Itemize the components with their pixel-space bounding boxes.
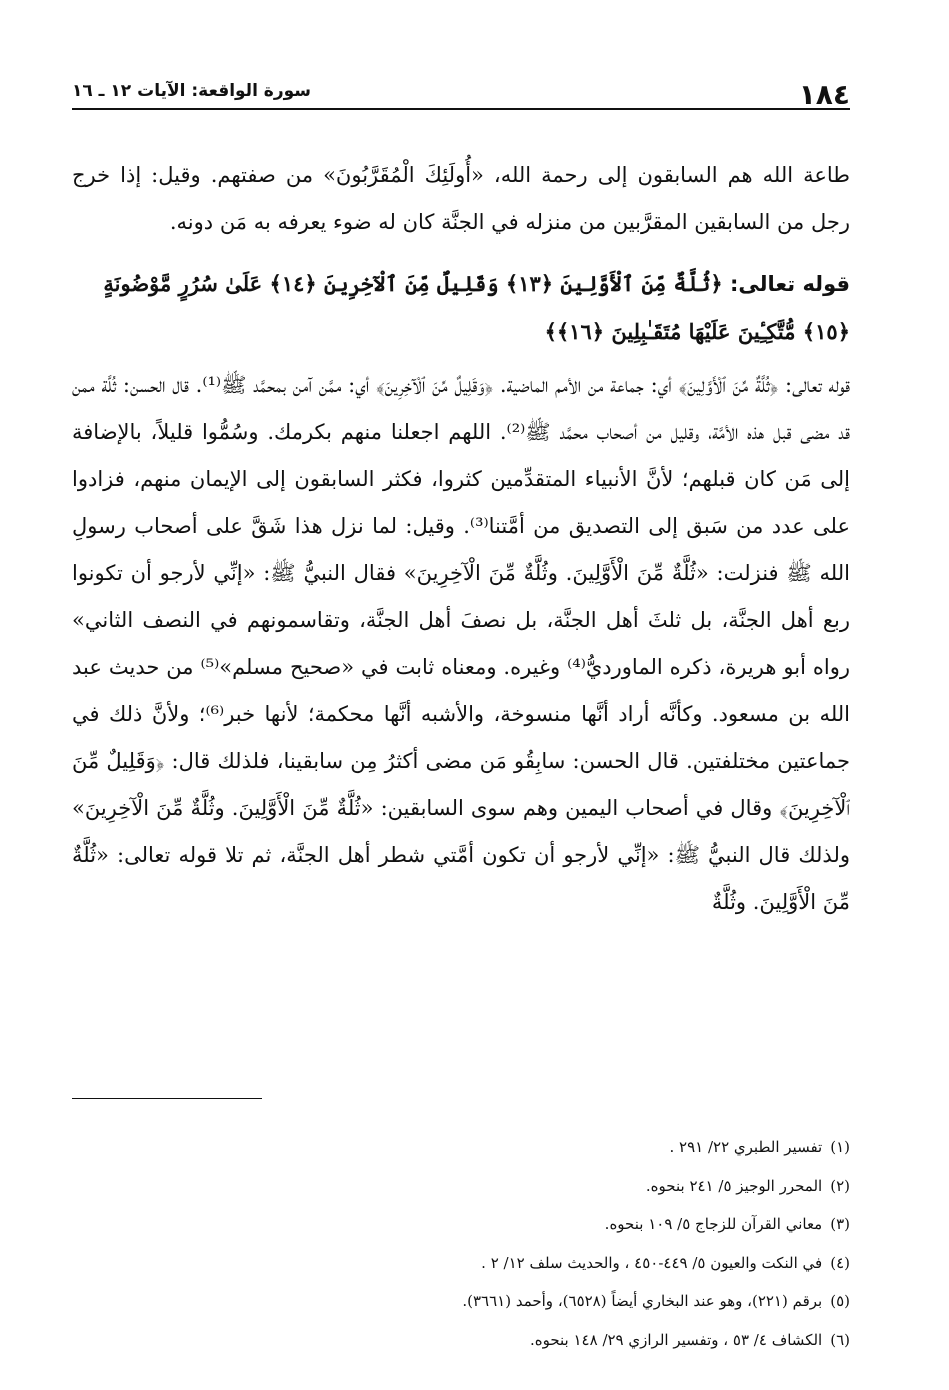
footnote-text: معاني القرآن للزجاج ٥/ ١٠٩ بنحوه. xyxy=(604,1215,823,1233)
footnote-number: (٥) xyxy=(830,1292,850,1310)
footnote-number: (٢) xyxy=(830,1176,850,1195)
footnote-1 xyxy=(72,1128,850,1167)
page-header xyxy=(72,68,850,110)
footnote-divider xyxy=(72,1098,262,1099)
footnote-text: برقم (٢٢١)، وهو عند البخاري أيضاً (٦٥٢٨)، وأحمد (٣٦٦١). xyxy=(462,1292,823,1310)
commentary-paragraph: قوله تعالى: ﴿ثُلَّةٌ مِّنَ ٱلْأَوَّلِينَ﴾ أي: جماعة من الأمم الماضية. ﴿وَقَلِيلٌ مِّنَ ٱلْآخِرِينَ﴾ أي: ممَّن آمن بمحمَّد ﷺ⁽¹⁾. قال الحسن: ثُلَّة ممن قد مضى قبل هذه الأمَّة، وقليل من أصحاب محمَّد ﷺ⁽²⁾. اللهم اجعلنا منهم بكرمك. وسُمُّوا قليلاً، بالإضافة إلى مَن كان قبلهم؛ لأنَّ الأنبياء المتقدِّمين كثروا، فكثر السابقون إلى الإيمان منهم، فزادوا على عدد من سَبق إلى التصديق من أمَّتنا⁽³⁾. وقيل: لما نزل هذا شَقَّ على أصحاب رسولِ الله ﷺ فنزلت: «ثُلَّةٌ مِّنَ الْأَوَّلِينَ. وثُلَّةٌ مِّنَ الْآخِرِينَ» فقال النبيُّ ﷺ: «إنِّي لأرجو أن تكونوا ربع أهل الجنَّة، بل ثلثَ أهل الجنَّة، بل نصفَ أهل الجنَّة، وتقاسمونهم في النصف الثاني» رواه أبو هريرة، ذكره الماورديُّ⁽⁴⁾ وغيره. ومعناه ثابت في «صحيح مسلم»⁽⁵⁾ من حديث عبد الله بن مسعود. وكأنَّه أراد أنَّها منسوخة، والأشبه أنَّها محكمة؛ لأنها خبر⁽⁶⁾؛ ولأنَّ ذلك في جماعتين مختلفتين. قال الحسن: سابِقُو مَن مضى أكثرُ مِن سابقينا، فلذلك قال: ﴿وَقَلِيلٌ مِّنَ ٱلْآخِرِينَ﴾ وقال في أصحاب اليمين وهم سوى السابقين: «ثُلَّةٌ مِّنَ الْأَوَّلِينَ. وثُلَّةٌ مِّنَ الْآخِرِينَ» ولذلك قال النبيُّ ﷺ: «إنِّي لأرجو أن تكون أمَّتي شطر أهل الجنَّة، ثم تلا قوله تعالى: «ثُلَّةٌ مِّنَ الْأَوَّلِينَ. وثُلَّةٌ xyxy=(72,373,851,914)
verse-block xyxy=(72,260,850,356)
footnote-text: في النكت والعيون ٥/ ٤٤٩-٤٥٠ ، والحديث سلف ١٢/ ٢ . xyxy=(481,1253,823,1272)
footnote-text: المحرر الوجيز ٥/ ٢٤١ بنحوه. xyxy=(645,1176,823,1195)
page-number: ١٨٤ xyxy=(798,78,850,111)
verse-text: ﴿ثُلَّةٌ مِّنَ ٱلْأَوَّلِينَ ﴿١٣﴾ وَقَلِيلٌ مِّنَ ٱلْآخِرِينَ ﴿١٤﴾ عَلَىٰ سُرُرٍ مَّوْضُونَةٍ ﴿١٥﴾ مُّتَّكِـِٔينَ عَلَيْهَا مُتَقَـٰبِلِينَ ﴿١٦﴾﴾ xyxy=(103,271,850,344)
intro-paragraph: طاعة الله هم السابقون إلى رحمة الله، «أُولَئِكَ الْمُقَرَّبُونَ» من صفتهم. وقيل: إذا خرج رجل من السابقين المقرَّبين من منزله في الجنَّة كان له ضوء يعرفه به مَن دونه. xyxy=(72,163,850,234)
footnote-6 xyxy=(72,1321,850,1360)
footnote-number: (٤) xyxy=(830,1253,850,1272)
footnote-4 xyxy=(72,1244,850,1283)
footnote-3 xyxy=(72,1205,850,1244)
footnote-text: تفسير الطبري ٢٢/ ٢٩١ . xyxy=(669,1138,823,1156)
book-page xyxy=(72,68,851,1349)
running-head: سورة الواقعة: الآيات ١٢ ـ ١٦ xyxy=(72,81,312,101)
footnote-number: (٦) xyxy=(830,1330,850,1349)
footnote-5 xyxy=(72,1282,850,1321)
footnote-2 xyxy=(72,1167,850,1206)
verse-lead: قوله تعالى: xyxy=(729,272,850,296)
footnote-number: (١) xyxy=(830,1138,850,1156)
footnote-number: (٣) xyxy=(830,1215,850,1233)
footnote-text: الكشاف ٤/ ٥٣ ، وتفسير الرازي ٢٩/ ١٤٨ بنحوه. xyxy=(529,1330,823,1349)
footnotes xyxy=(72,1128,850,1359)
